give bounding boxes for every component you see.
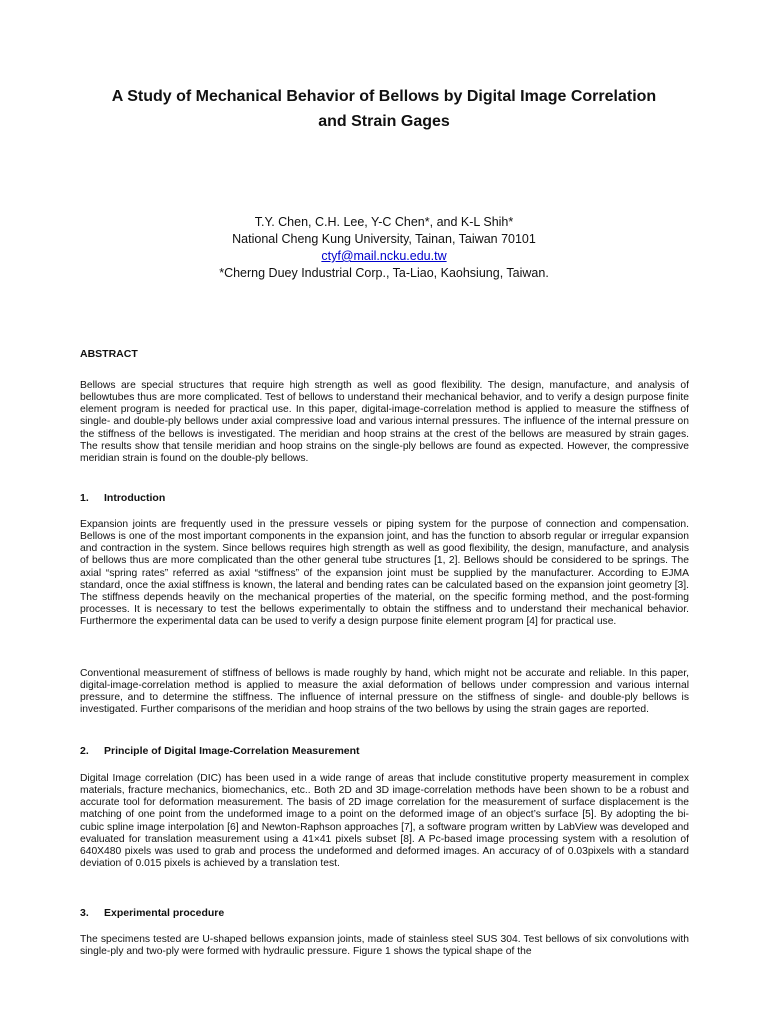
abstract-heading: ABSTRACT [80,348,138,360]
section-1-heading [80,492,165,504]
abstract-text: Bellows are special structures that require high strength as well as good flexibility. The design, manufacture, and analysis of bellowtubes thus are more complicated. Test of bellows to understand their mechanical behavior, and to verify a design purpose finite element program is needed for practical use. In this paper, digital-image-correlation method is applied to measure the stiffness of single- and double-ply bellows under axial compressive load and various internal pressures. The influence of the internal pressure on the stiffness of the bellows is investigated. The meridian and hoop strains at the crest of the bellows are measured by strain gages. The results show that tensile meridian and hoop strains on the single-ply bellows are found as expected. However, the compressive meridian strain is found on the double-ply bellows. [80,380,689,464]
section-3-title: Experimental procedure [104,907,225,919]
paper-title [60,84,708,134]
author-block [0,214,768,282]
title-line-1: A Study of Mechanical Behavior of Bellows by Digital Image Correlation [111,88,657,105]
section-3-paragraph-1: The specimens tested are U-shaped bellows expansion joints, made of stainless steel SUS 304. Test bellows of six convolutions with single-ply and two-ply were formed with hydraulic pressure. Figure 1 shows the typical shape of the [80,934,689,958]
section-2-paragraph-1: Digital Image correlation (DIC) has been used in a wide range of areas that include constitutive property measurement in complex materials, fracture mechanics, biomechanics, etc.. Both 2D and 3D image-correlation methods have been shown to be a robust and accurate tool for deformation measurement. The basis of 2D image correlation for the measurement of surface displacement is the matching of one point from the undeformed image to a point on the deformed image of an object’s surface [5]. By adopting the bi-cubic spline image interpolation [6] and Newton-Raphson approaches [7], a software program written by LabView was developed and evaluated for translation measurement using a 41×41 pixels subset [8]. A Pc-based image processing system with a resolution of 640X480 pixels was used to grab and process the undeformed and deformed images. An accuracy of of 0.03pixels with a standard deviation of 0.015 pixels is achieved by a translation test. [80,773,689,870]
section-3-heading [80,907,224,919]
section-2-number: 2. [80,745,89,757]
section-1-paragraph-1: Expansion joints are frequently used in the pressure vessels or piping system for the purpose of connection and compensation. Bellows is one of the most important components in the expansion joint, and has the function to absorb regular or irregular expansion and contraction in the system. Since bellows requires high strength as well as good flexibility, the design, manufacture, and analysis of bellows thus are more complicated than the other general tube structures [1, 2]. Bellows should be considered to be springs. The axial “spring rates” referred as axial “stiffness” of the expansion joint must be supplied by the manufacturer. According to EJMA standard, once the axial stiffness is known, the lateral and bending rates can be calculated based on the expansion joint geometry [3]. The stiffness depends heavily on the mechanical properties of the material, on the specific forming method, and the post-forming processes. It is necessary to test the bellows experimentally to obtain the stiffness and to understand their mechanical behavior. Furthermore the experimental data can be used to verify a design purpose finite element program [4] for practical use. [80,519,689,628]
affiliation-secondary: *Cherng Duey Industrial Corp., Ta-Liao, Kaohsiung, Taiwan. [219,266,549,280]
section-3-number: 3. [80,907,89,919]
section-1-number: 1. [80,492,89,504]
section-2-title: Principle of Digital Image-Correlation Measurement [104,745,360,757]
section-2-heading [80,745,360,757]
author-email-link[interactable]: ctyf@mail.ncku.edu.tw [321,249,447,263]
section-1-paragraph-2: Conventional measurement of stiffness of bellows is made roughly by hand, which might not be accurate and reliable. In this paper, digital-image-correlation method is applied to measure the axial deformation of bellows under compression and various internal pressure, and to determine the stiffness. The influence of internal pressure on the stiffness of single- and double-ply bellows is investigated. Further comparisons of the meridian and hoop strains of the two bellows by using the strain gages are reported. [80,668,689,716]
affiliation: National Cheng Kung University, Tainan, Taiwan 70101 [232,232,536,246]
author-names: T.Y. Chen, C.H. Lee, Y-C Chen*, and K-L Shih* [254,215,514,229]
section-1-title: Introduction [104,492,166,504]
title-line-2: and Strain Gages [318,113,450,130]
